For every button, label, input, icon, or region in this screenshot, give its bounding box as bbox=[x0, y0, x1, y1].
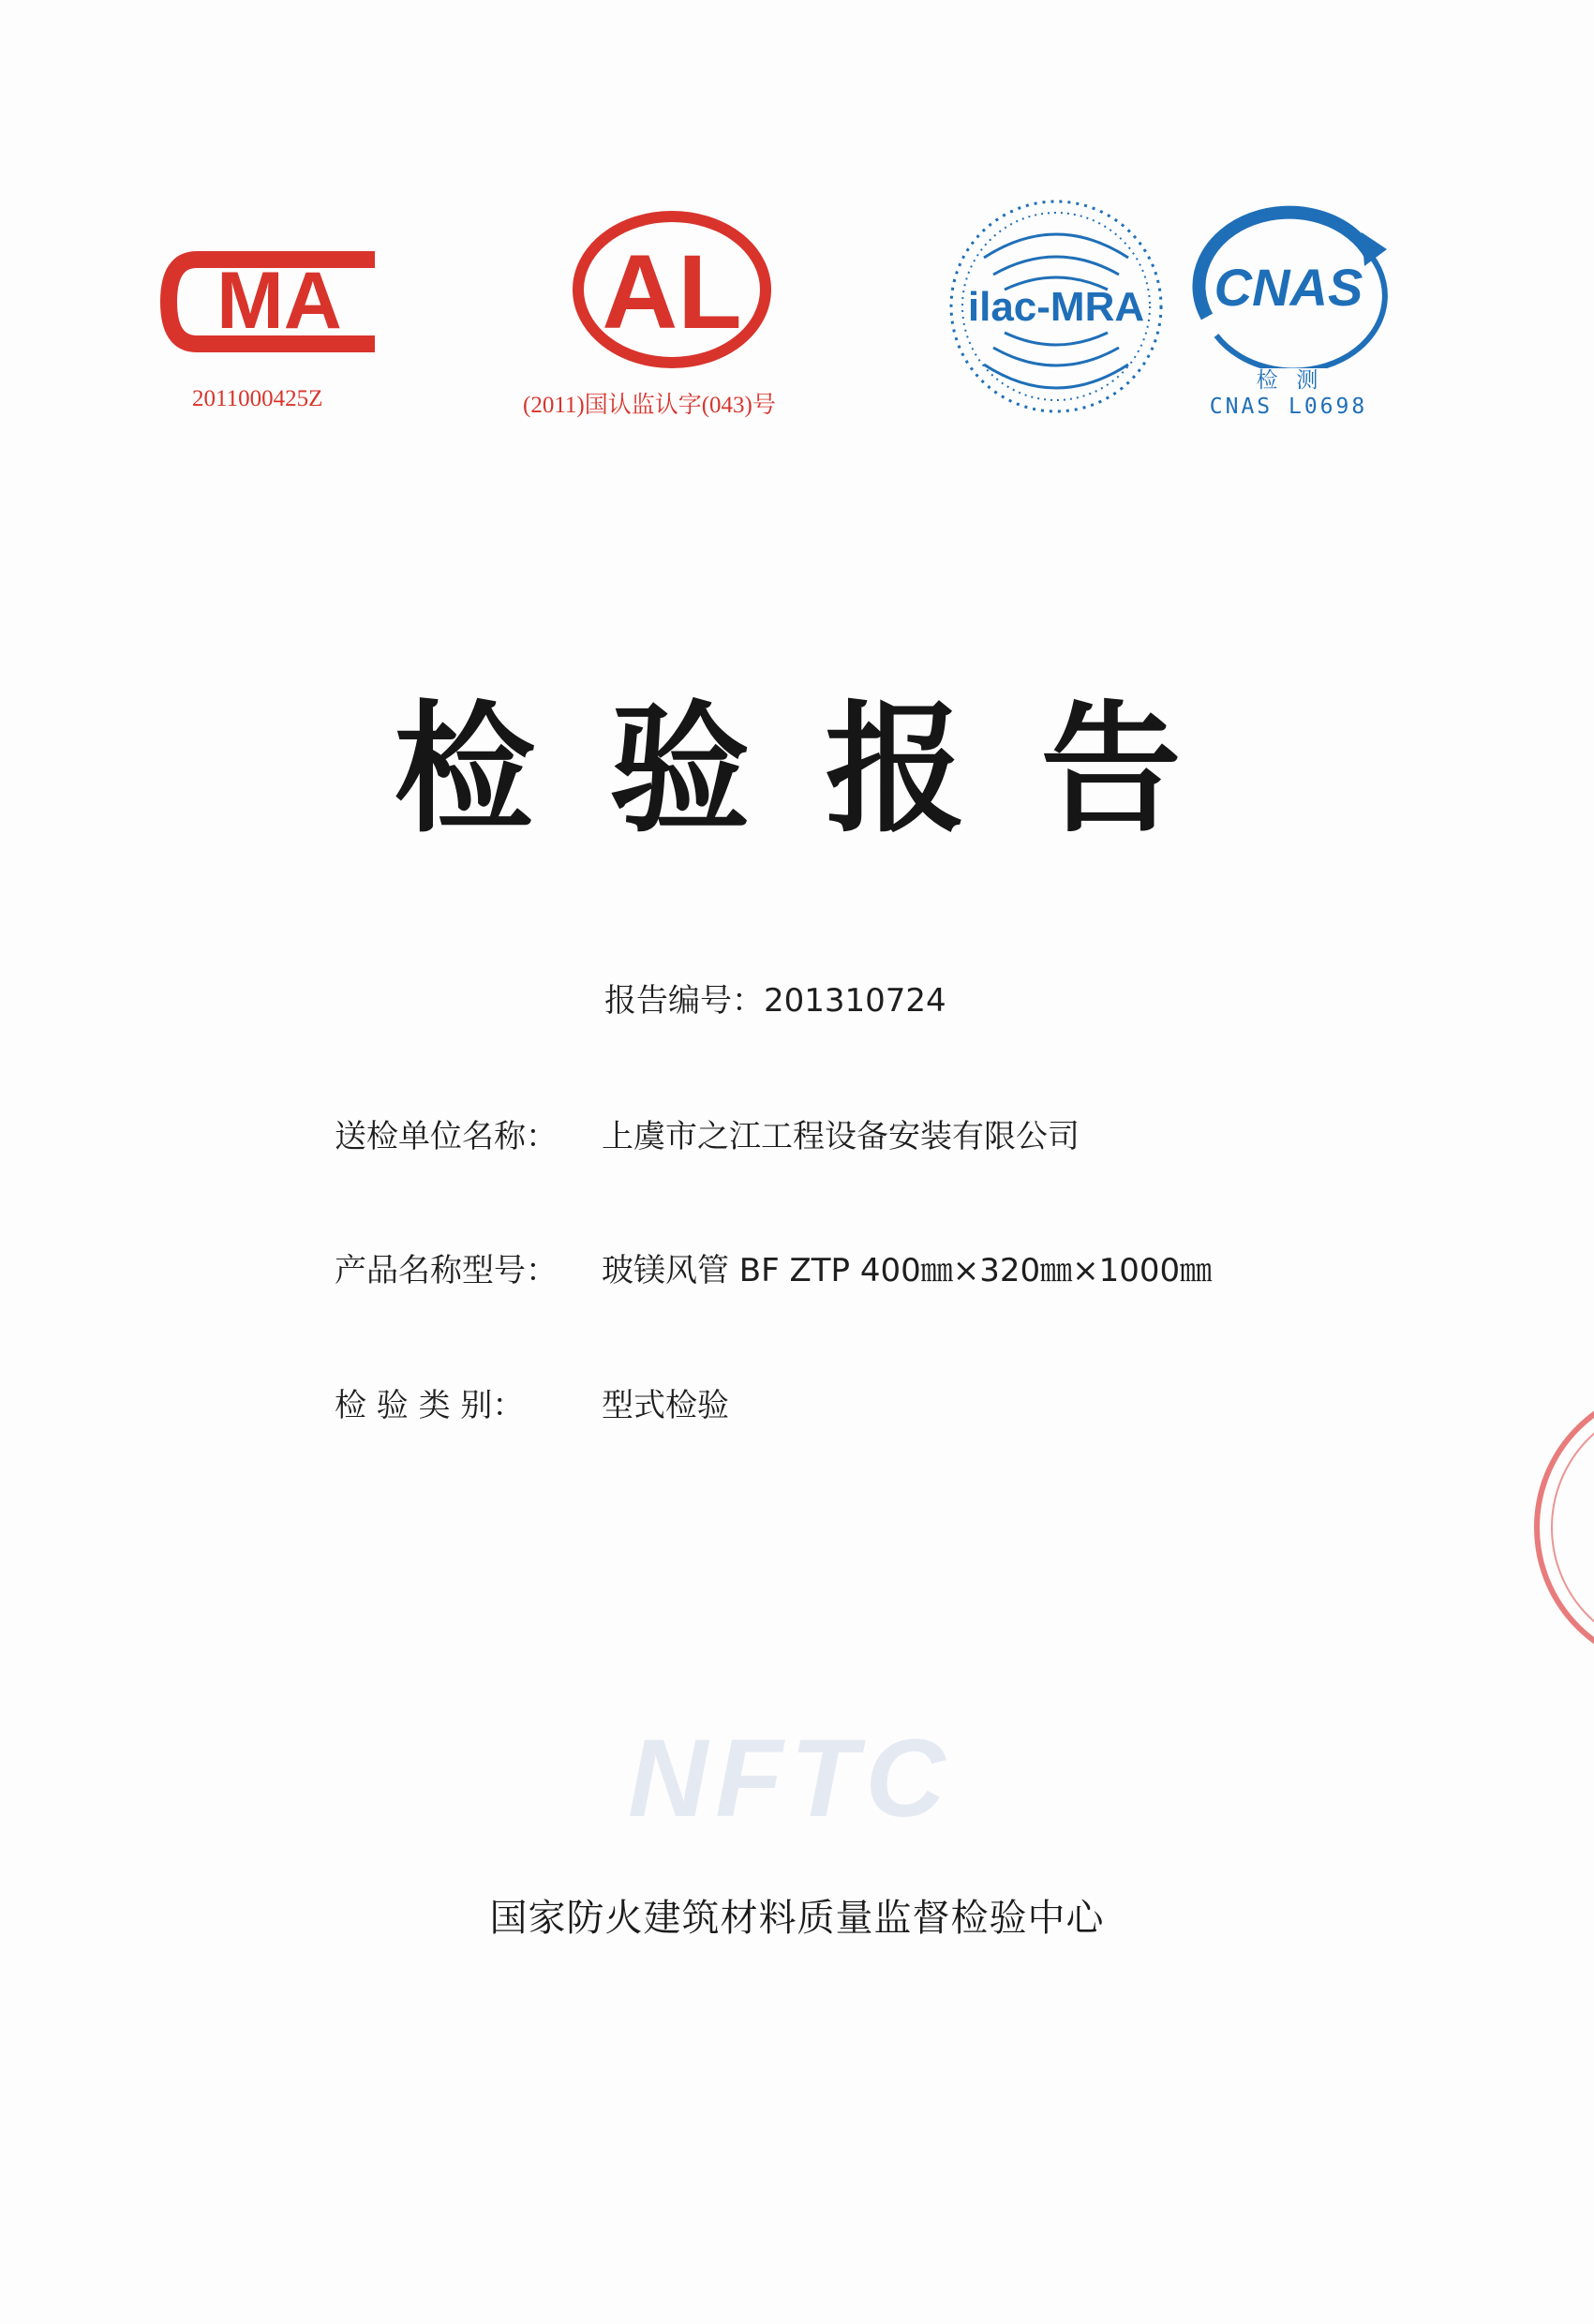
product-field bbox=[335, 1244, 1212, 1290]
ilac-mra-logo-text: ilac-MRA bbox=[967, 284, 1145, 330]
inspection-type-label: 检 验 类 别： bbox=[335, 1387, 525, 1424]
seal-icon bbox=[1481, 1406, 1594, 1659]
product-label: 产品名称型号： bbox=[335, 1252, 558, 1289]
issuing-organization: 国家防火建筑材料质量监督检验中心 bbox=[489, 1897, 1105, 1940]
cal-mark-icon bbox=[567, 208, 778, 372]
product-value: 玻镁风管 BF ZTP 400㎜×320㎜×1000㎜ bbox=[602, 1252, 1213, 1289]
client-label: 送检单位名称： bbox=[335, 1118, 558, 1155]
cma-number: 2011000425Z bbox=[192, 386, 323, 411]
inspection-type-value: 型式检验 bbox=[602, 1387, 729, 1424]
cnas-logo bbox=[1179, 204, 1399, 368]
cnas-caption bbox=[1199, 367, 1378, 420]
ilac-mra-mark-icon bbox=[946, 192, 1167, 422]
cnas-accreditation-number: CNAS L0698 bbox=[1209, 395, 1368, 419]
client-field bbox=[335, 1110, 1080, 1156]
cal-logo bbox=[567, 208, 778, 372]
inspection-type-field bbox=[335, 1379, 729, 1425]
report-number-label: 报告编号： bbox=[604, 982, 764, 1020]
cnas-mark-icon bbox=[1179, 204, 1399, 368]
cnas-logo-text: CNAS bbox=[1214, 258, 1363, 317]
cnas-caption-line1: 检 测 bbox=[1256, 368, 1321, 393]
ilac-mra-logo bbox=[946, 192, 1167, 422]
cma-mark-icon bbox=[159, 239, 398, 365]
report-number bbox=[604, 975, 946, 1020]
report-title: 检验报告 bbox=[394, 689, 1257, 852]
cal-number: (2011)国认监认字(043)号 bbox=[523, 393, 776, 418]
cma-logo-text: MA bbox=[216, 256, 342, 346]
report-number-value: 201310724 bbox=[764, 982, 946, 1020]
cal-logo-text: AL bbox=[602, 233, 742, 350]
cma-logo bbox=[159, 239, 398, 365]
official-seal-stamp bbox=[1481, 1406, 1594, 1662]
nftc-watermark: NFTC bbox=[628, 1717, 953, 1840]
client-value: 上虞市之江工程设备安装有限公司 bbox=[602, 1118, 1080, 1155]
